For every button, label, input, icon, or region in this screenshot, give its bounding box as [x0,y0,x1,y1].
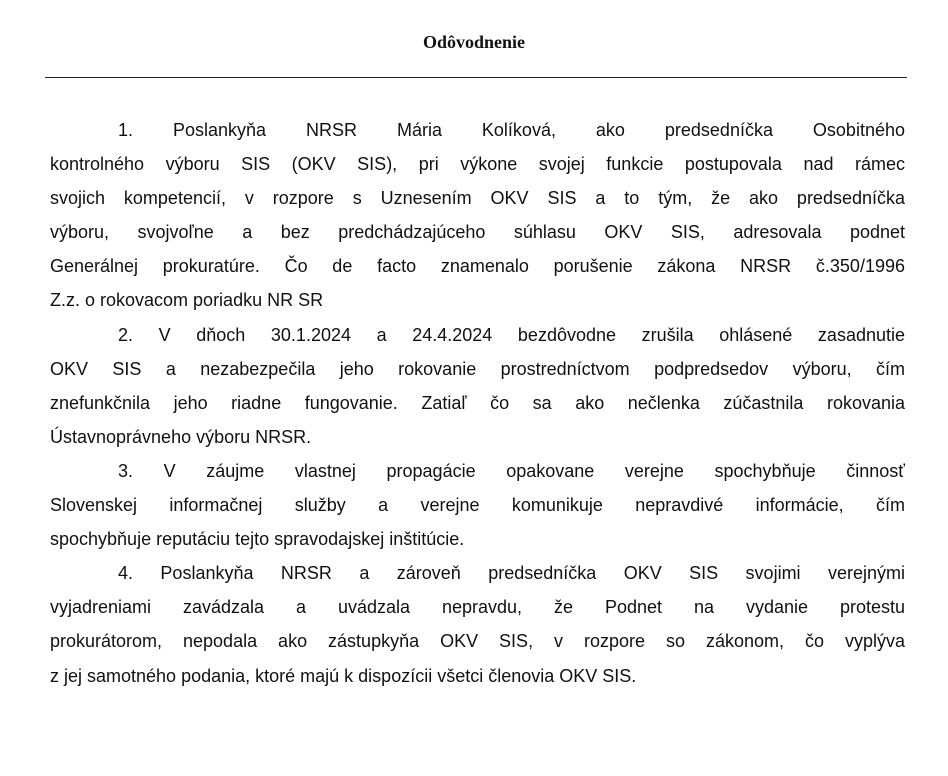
paragraph-3 [50,454,905,556]
text-line: znefunkčnila jeho riadne fungovanie. Zatiaľ čo sa ako nečlenka zúčastnila rokovania [50,392,905,413]
text-line: Slovenskej informačnej služby a verejne komunikuje nepravdivé informácie, čím [50,495,905,516]
heading-divider [45,77,907,78]
paragraph-4 [50,556,905,692]
text-line: kontrolného výboru SIS (OKV SIS), pri výkone svojej funkcie postupovala nad rámec [50,154,905,175]
paragraph-2 [50,318,905,454]
document-heading: Odôvodnenie [422,32,526,52]
text-line: 3. V záujme vlastnej propagácie opakovane verejne spochybňuje činnosť [118,460,905,481]
text-line: Generálnej prokuratúre. Čo de facto znamenalo porušenie zákona NRSR č.350/1996 [50,256,905,277]
text-line: Z.z. o rokovacom poriadku NR SR [50,290,324,311]
text-line: 1. Poslankyňa NRSR Mária Kolíková, ako predsedníčka Osobitného [118,120,905,140]
text-line: z jej samotného podania, ktoré majú k dispozícii všetci členovia OKV SIS. [50,665,637,686]
text-line: 2. V dňoch 30.1.2024 a 24.4.2024 bezdôvodne zrušila ohlásené zasadnutie [118,324,905,345]
document-body [50,113,905,693]
text-line: vyjadreniami zavádzala a uvádzala nepravdu, že Podnet na vydanie protestu [50,597,905,618]
text-line: Ústavnoprávneho výboru NRSR. [50,426,312,447]
text-line: spochybňuje reputáciu tejto spravodajskej inštitúcie. [50,529,465,550]
text-line: svojich kompetencií, v rozpore s Uznesením OKV SIS a to tým, že ako predsedníčka [50,188,905,209]
text-line: 4. Poslankyňa NRSR a zároveň predsedníčka OKV SIS svojimi verejnými [118,563,905,584]
text-line: výboru, svojvoľne a bez predchádzajúceho súhlasu OKV SIS, adresovala podnet [50,222,905,243]
text-line: OKV SIS a nezabezpečila jeho rokovanie prostredníctvom podpredsedov výboru, čím [50,358,905,379]
paragraph-1 [50,113,905,318]
text-line: prokurátorom, nepodala ako zástupkyňa OKV SIS, v rozpore so zákonom, čo vyplýva [50,631,905,652]
